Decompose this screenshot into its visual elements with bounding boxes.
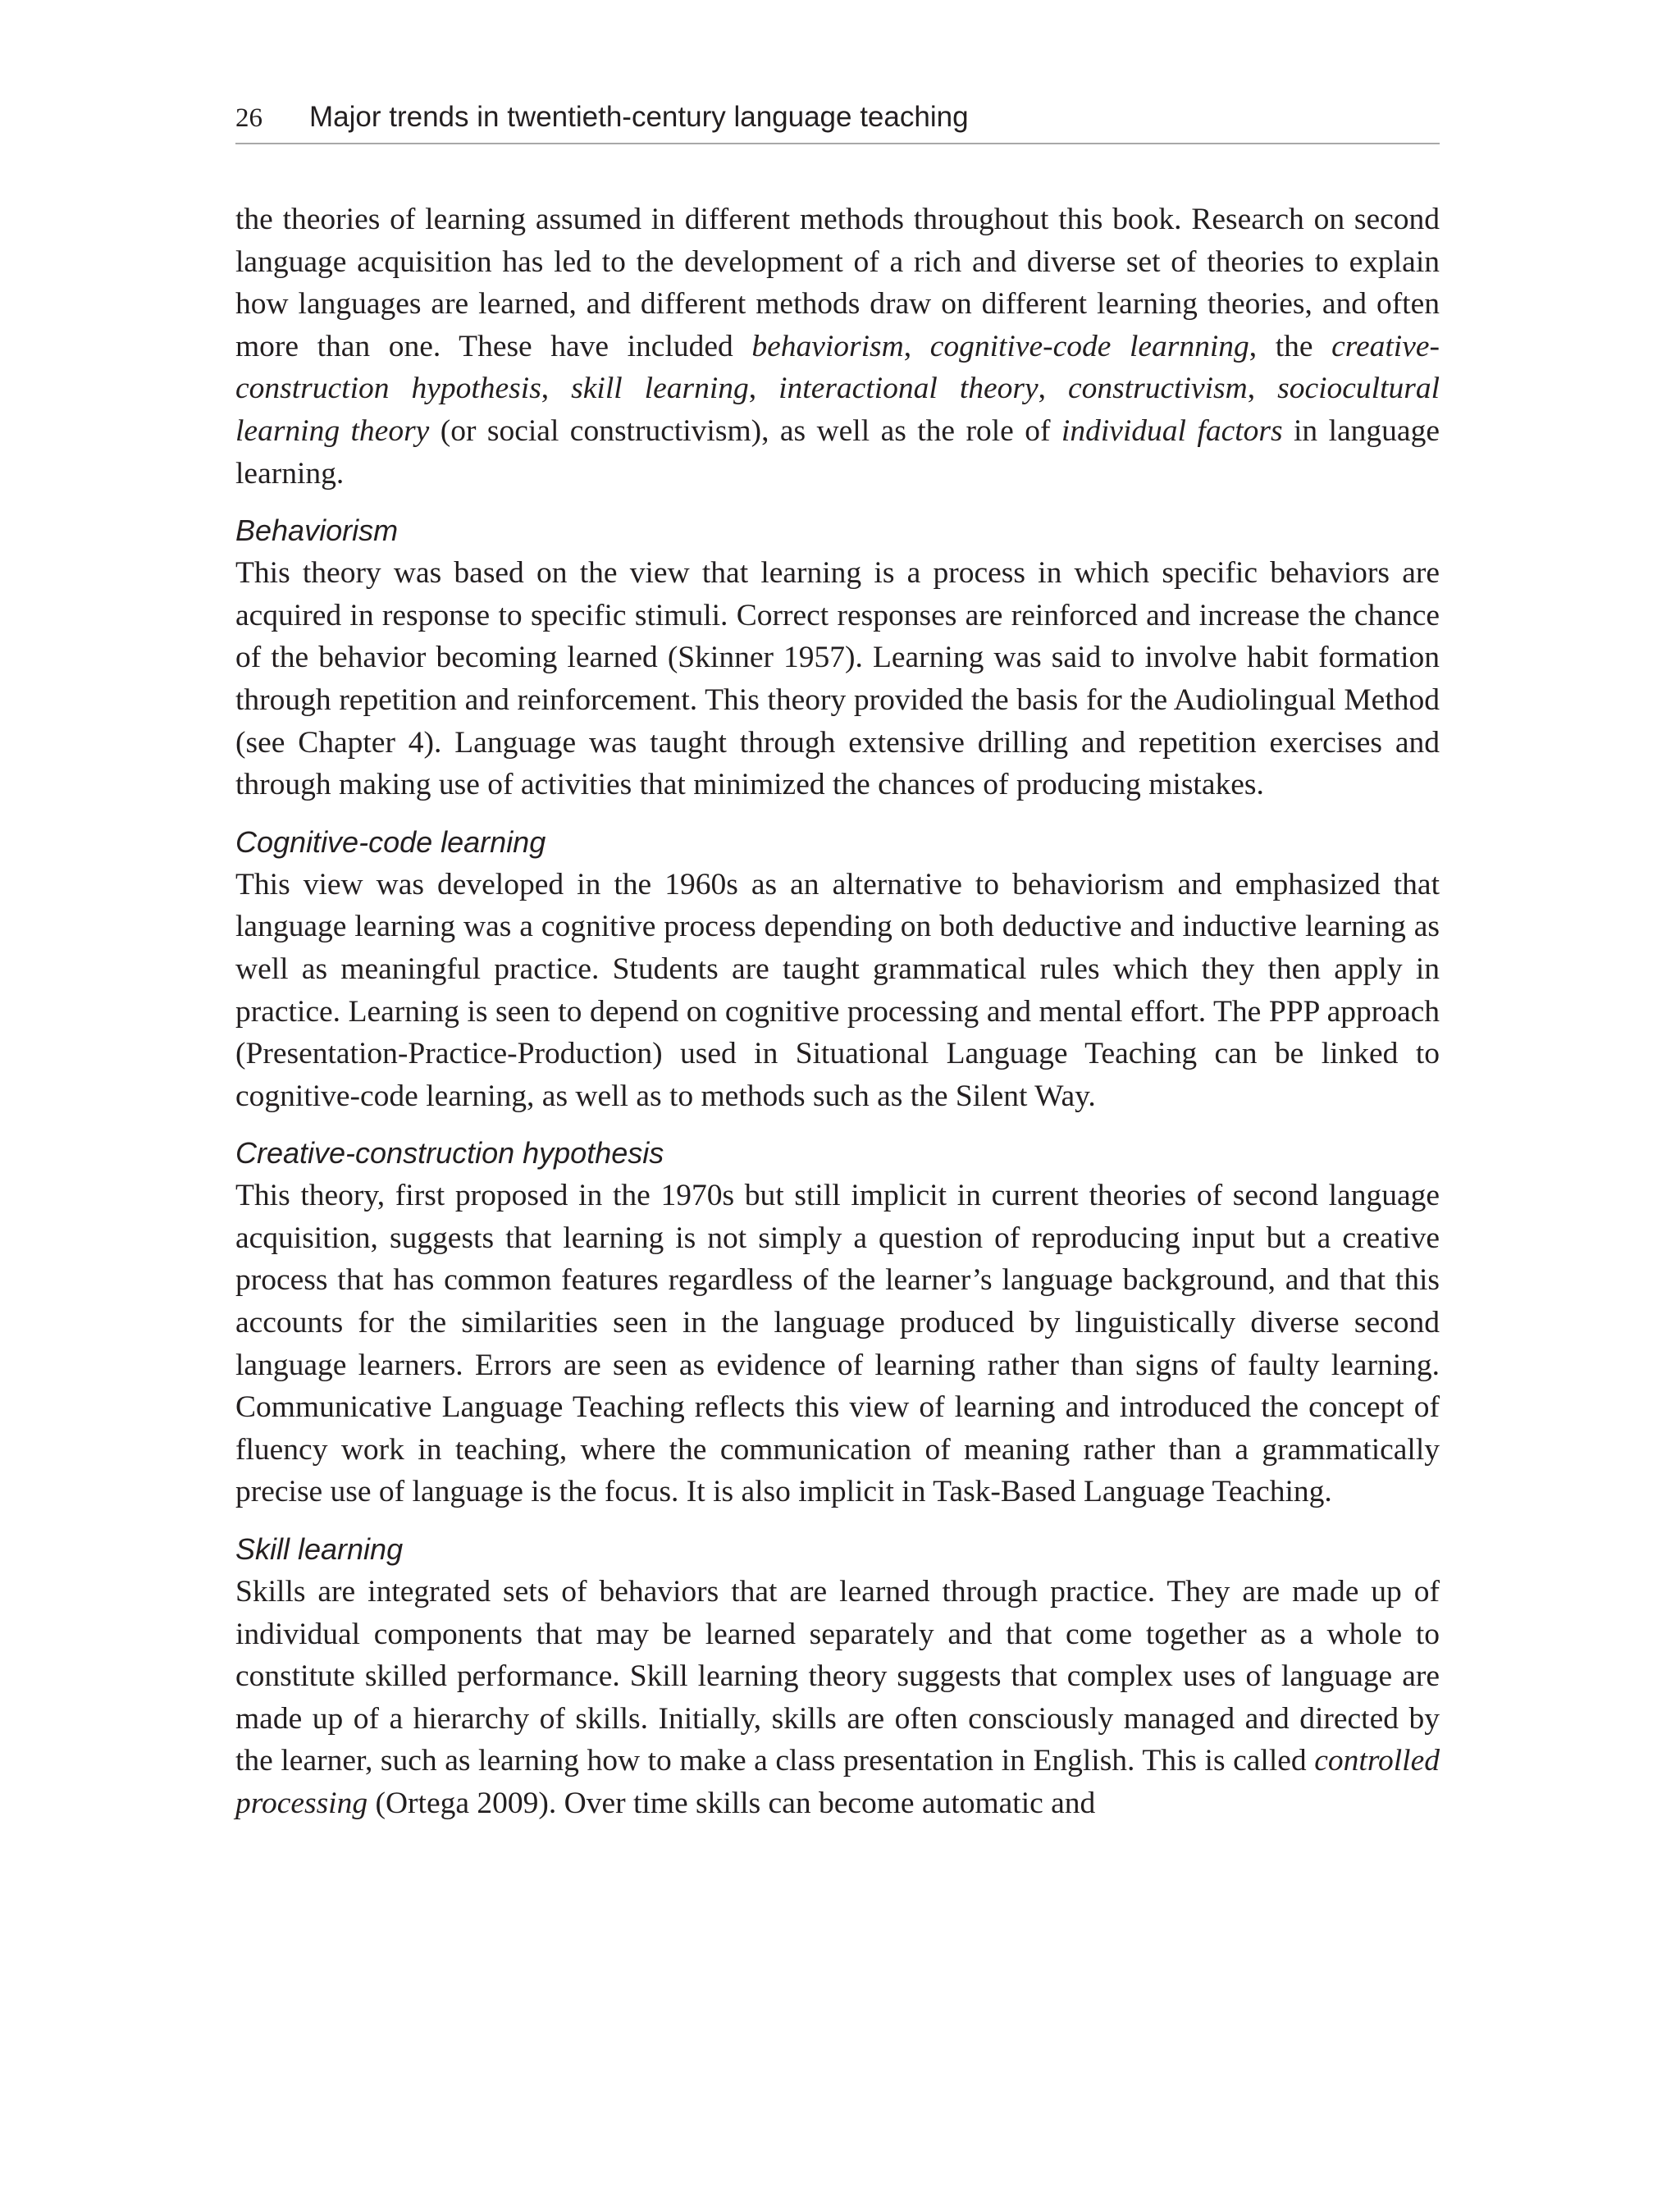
page-number: 26 bbox=[235, 103, 262, 133]
intro-paragraph: the theories of learning assumed in different methods throughout this book. Research on second language acquisition has led to the development of a rich and diverse set of theories to explain how languages are learned, and different methods draw on different learning theories, and often more than one. These have included behaviorism, cognitive-code learnning, the creative-construction hypothesis, skill learning, interactional theory, constructivism, sociocultural learning theory (or social constructivism), as well as the role of individual factors in language learning. bbox=[235, 203, 1440, 491]
paragraph-behaviorism: This theory was based on the view that learning is a process in which specific behaviors are acquired in response to specific stimuli. Correct responses are reinforced and increase the chance of the behavior becoming learned (Skinner 1957). Learning was said to involve habit formation through repetition and reinforcement. This theory provided the basis for the Audiolingual Method (see Chapter 4). Language was taught through extensive drilling and repetition exercises and through making use of activities that minimized the chances of producing mistakes. bbox=[235, 556, 1440, 802]
paragraph-creative-construction: This theory, first proposed in the 1970s but still implicit in current theories of second language acquisition, suggests that learning is not simply a question of reproducing input but a creative process that has common features regardless of the learner’s language background, and that this accounts for the similarities seen in the language produced by linguistically diverse second language learners. Errors are seen as evidence of learning rather than signs of faulty learning. Communicative Language Teaching reflects this view of learning and introduced the concept of fluency work in teaching, where the communication of meaning rather than a grammatically precise use of language is the focus. It is also implicit in Task-Based Language Teaching. bbox=[235, 1179, 1440, 1509]
section-heading-cognitive-code-learning: Cognitive-code learning bbox=[235, 824, 546, 859]
body-text bbox=[235, 199, 1440, 1825]
paragraph-skill-learning: Skills are integrated sets of behaviors that are learned through practice. They are made up of individual components that may be learned separately and that come together as a whole to constitute skilled performance. Skill learning theory suggests that complex uses of language are made up of a hierarchy of skills. Initially, skills are often consciously managed and directed by the learner, such as learning how to make a class presentation in English. This is called controlled processing (Ortega 2009). Over time skills can become automatic and bbox=[235, 1575, 1440, 1820]
section-heading-behaviorism: Behaviorism bbox=[235, 513, 399, 548]
running-head-title: Major trends in twentieth-century language teaching bbox=[309, 101, 969, 133]
paragraph-cognitive-code-learning: This view was developed in the 1960s as an alternative to behaviorism and emphasized that language learning was a cognitive process depending on both deductive and inductive learning as well as meaningful practice. Students are taught grammatical rules which they then apply in practice. Learning is seen to depend on cognitive processing and mental effort. The PPP approach (Presentation-Practice-Production) used in Situational Language Teaching can be linked to cognitive-code learning, as well as to methods such as the Silent Way. bbox=[235, 867, 1440, 1113]
section-heading-skill-learning: Skill learning bbox=[235, 1532, 404, 1567]
running-head bbox=[235, 97, 1440, 144]
section-heading-creative-construction: Creative-construction hypothesis bbox=[235, 1136, 664, 1171]
